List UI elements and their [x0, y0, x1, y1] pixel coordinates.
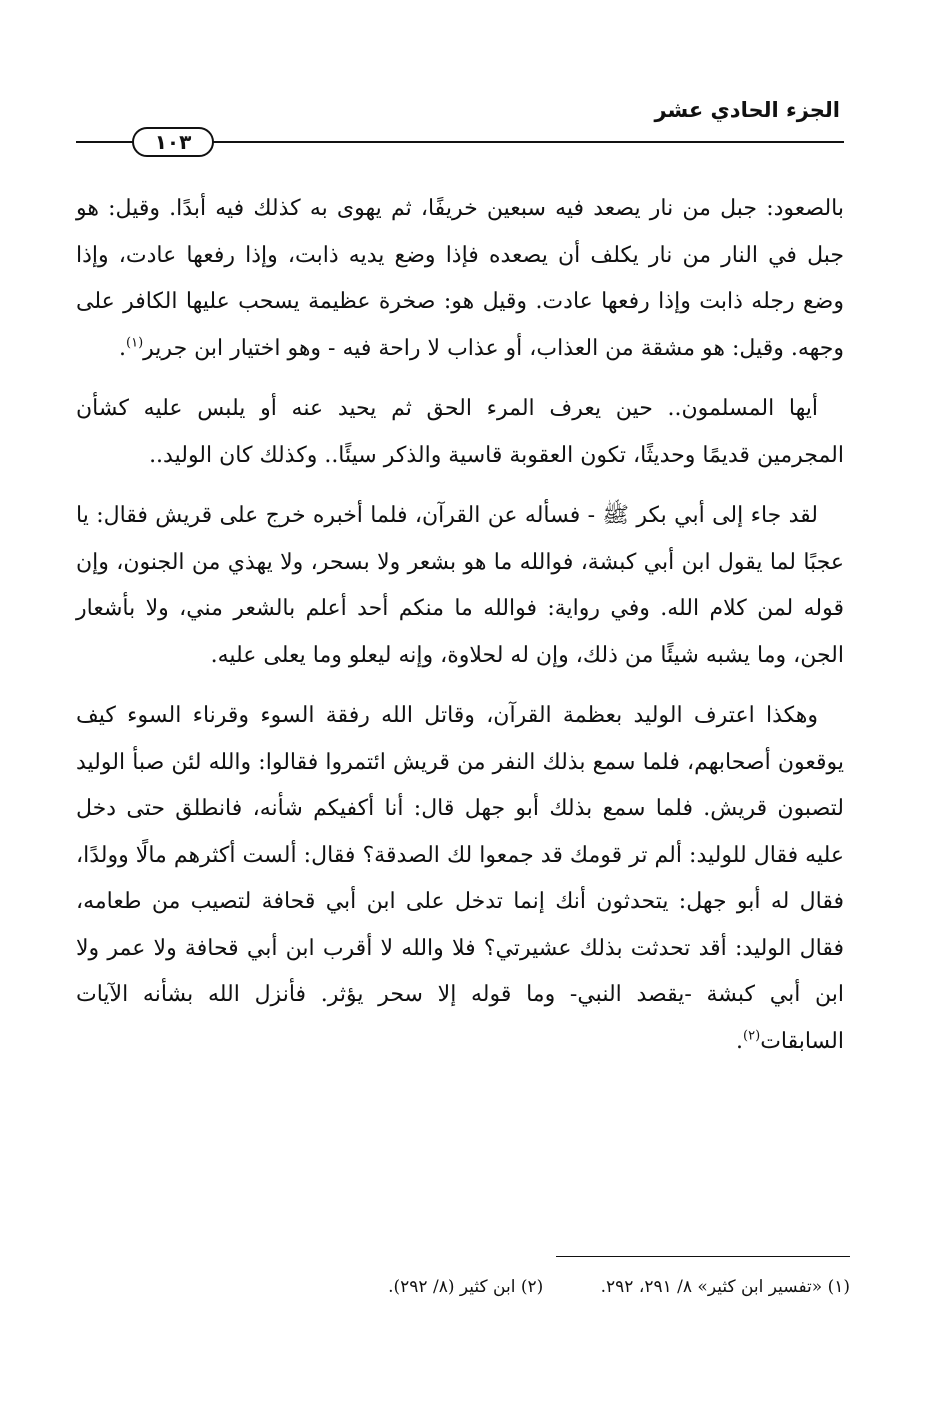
paragraph-tail: .	[736, 1028, 744, 1054]
paragraph-text: وهكذا اعترف الوليد بعظمة القرآن، وقاتل الله رفقة السوء وقرناء السوء كيف يوقعون أصحابهم، فلما سمع بذلك النفر من قريش ائتمروا فقالوا: والله لئن صبأ الوليد لتصبون قريش. فلما سمع بذلك أبو جهل قال: أنا أكفيكم شأنه، فانطلق حتى دخل عليه فقال للوليد: ألم تر قومك قد جمعوا لك الصدقة؟ فقال: ألست أكثرهم مالًا وولدًا، فقال له أبو جهل: يتحدثون أنك إنما تدخل على ابن أبي قحافة لتصيب من طعامه، فقال الوليد: أقد تحدثت بذلك عشيرتي؟ فلا والله لا أقرب ابن أبي قحافة ولا عمر ولا ابن أبي كبشة -يقصد النبي- وما قوله إلا سحر يؤثر. فأنزل الله بشأنه الآيات السابقات	[76, 703, 844, 1054]
paragraph-3	[76, 493, 844, 679]
paragraph-4	[76, 693, 844, 1065]
paragraph-2	[76, 386, 844, 479]
footnote-2: (٢) ابن كثير (٨/ ٢٩٢).	[388, 1277, 544, 1297]
paragraph-text: بالصعود: جبل من نار يصعد فيه سبعين خريفًا، ثم يهوى به كذلك فيه أبدًا. وقيل: هو جبل في النار من نار يكلف أن يصعده فإذا وضع يديه ذابت، وإذا رفعها عادت، وإذا وضع رجله ذابت وإذا رفعها عادت. وقيل هو: صخرة عظيمة يسحب عليها الكافر على وجهه. وقيل: هو مشقة من العذاب، أو عذاب لا راحة فيه - وهو اختيار ابن جرير	[76, 196, 844, 361]
footnote-rule	[556, 1256, 850, 1257]
footnotes	[388, 1277, 850, 1297]
footnote-ref: (٢)	[743, 1028, 761, 1044]
footnote-1: (١) «تفسير ابن كثير» ٨/ ٢٩١، ٢٩٢.	[600, 1277, 850, 1297]
paragraph-tail: .	[119, 335, 127, 361]
page-number: ١٠٣	[132, 127, 214, 157]
paragraph-text: أيها المسلمون.. حين يعرف المرء الحق ثم يحيد عنه أو يلبس عليه كشأن المجرمين قديمًا وحديثًا، تكون العقوبة قاسية والذكر سيئًا.. وكذلك كان الوليد..	[76, 396, 844, 468]
paragraph-1	[76, 186, 844, 372]
running-title: الجزء الحادي عشر	[654, 98, 840, 122]
body-text	[76, 186, 844, 1065]
paragraph-text: لقد جاء إلى أبي بكر ﷺ - فسأله عن القرآن، فلما أخبره خرج على قريش فقال: يا عجبًا لما يقول ابن أبي كبشة، فوالله ما هو بشعر ولا بسحر، ولا يهذي من الجنون، وإن قوله لمن كلام الله. وفي رواية: فوالله ما منكم أحد أعلم بالشعر مني، ولا بأشعار الجن، وما يشبه شيئًا من ذلك، وإن له لحلاوة، وإنه ليعلو وما يعلى عليه.	[76, 503, 844, 668]
footnote-ref: (١)	[126, 335, 144, 351]
